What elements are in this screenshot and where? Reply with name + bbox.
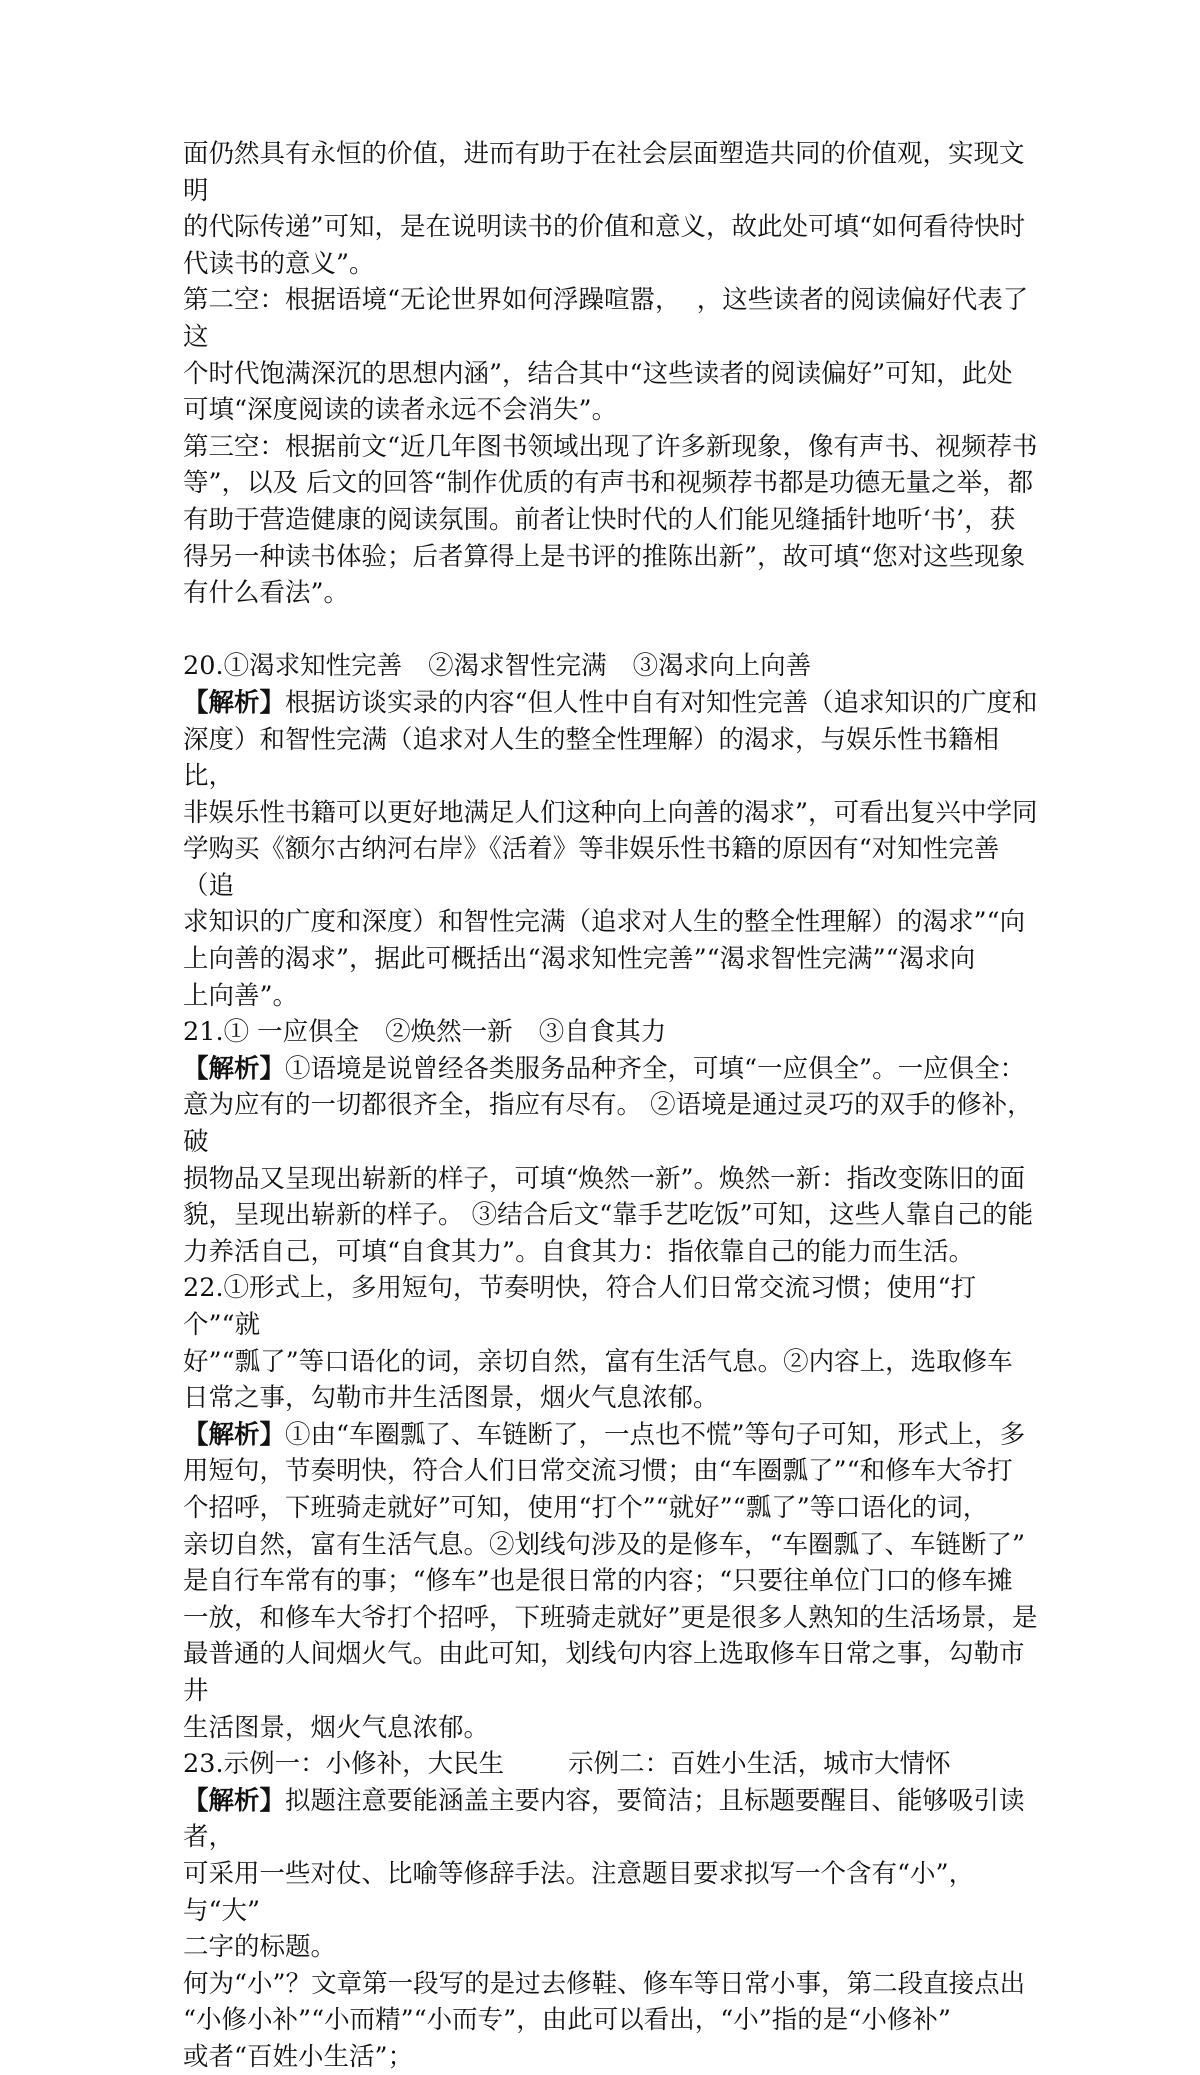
text-line: 用短句，节奏明快，符合人们日常交流习惯；由“车圈瓢了”“和修车大爷打	[183, 1456, 1013, 1487]
text-line: 貌，呈现出崭新的样子。 ③结合后文“靠手艺吃饭”可知，这些人靠自己的能	[183, 1200, 1034, 1231]
answer-line	[183, 648, 1040, 685]
analysis-line	[183, 1417, 1040, 1454]
answer-line	[183, 1014, 1040, 1051]
question-21	[183, 1014, 1040, 1270]
text-line: 亲切自然，富有生活气息。②划线句涉及的是修车，“车圈瓢了、车链断了”	[183, 1529, 1026, 1560]
analysis-label: 【解析】	[183, 687, 286, 718]
answer-line: 22.①形式上，多用短句，节奏明快，符合人们日常交流习惯；使用“打个”“就	[183, 1273, 977, 1340]
text-line: 个招呼，下班骑走就好”可知，使用“打个”“就好”“瓢了”等口语化的词，	[183, 1492, 989, 1523]
text-line: 得另一种读书体验；后者算得上是书评的推陈出新”，故可填“您对这些现象	[183, 541, 1026, 572]
text-line: 何为“小”？文章第一段写的是过去修鞋、修车等日常小事，第二段直接点出	[183, 1968, 1026, 1999]
text-line: 非娱乐性书籍可以更好地满足人们这种向上向善的渴求”，可看出复兴中学同	[183, 797, 1038, 828]
question-number: 20.	[183, 651, 224, 682]
analysis-line	[183, 1051, 1040, 1088]
text-line: 有助于营造健康的阅读氛围。前者让快时代的人们能见缝插针地听‘书’，获	[183, 504, 1016, 535]
blank1-explanation	[183, 136, 1040, 282]
answer-item: ③自食其力	[538, 1017, 667, 1048]
text-line: 损物品又呈现出崭新的样子，可填“焕然一新”。焕然一新：指改变陈旧的面	[183, 1163, 1026, 1194]
analysis-text: ①语境是说曾经各类服务品种齐全，可填“一应俱全”。一应俱全：	[285, 1053, 1026, 1084]
answer-item: ③渴求向上向善	[632, 651, 812, 682]
text-line: 二字的标题。	[183, 1932, 337, 1963]
text-line: 第二空：根据语境“无论世界如何浮躁喧嚣， ，这些读者的阅读偏好代表了这	[183, 285, 1029, 352]
answer-item: ②渴求智性完满	[428, 651, 607, 682]
answer-item: ①渴求知性完善	[223, 651, 403, 682]
text-line: 是自行车常有的事；“修车”也是很日常的内容；“只要往单位门口的修车摊	[183, 1566, 1013, 1597]
answer-item: ②焕然一新	[385, 1017, 513, 1048]
text-line: 一放，和修车大爷打个招呼，下班骑走就好”更是很多人熟知的生活场景，是	[183, 1602, 1038, 1633]
text-line: 生活图景，烟火气息浓郁。	[183, 1712, 490, 1743]
analysis-text: 拟题注意要能涵盖主要内容，要简洁；且标题要醒目、能够吸引读者，	[183, 1785, 1025, 1853]
question-number: 21.	[183, 1017, 224, 1048]
question-23	[183, 1746, 1040, 2075]
example-2: 示例二：百姓小生活，城市大情怀	[568, 1749, 951, 1780]
text-line: 力养活自己，可填“自食其力”。自食其力：指依靠自己的能力而生活。	[183, 1236, 975, 1267]
text-line: 最普通的人间烟火气。由此可知，划线句内容上选取修车日常之事，勾勒市井	[183, 1639, 1025, 1706]
text-line: 的代际传递”可知，是在说明读书的价值和意义，故此处可填“如何看待快时	[183, 212, 1026, 243]
text-line: 有什么看法”。	[183, 578, 350, 609]
question-number: 23.	[183, 1749, 224, 1780]
answer-line: 日常之事，勾勒市井生活图景，烟火气息浓郁。	[183, 1383, 719, 1414]
text-line: 可采用一些对仗、比喻等修辞手法。注意题目要求拟写一个含有“小”，与“大”	[183, 1858, 975, 1926]
text-line: 求知识的广度和深度）和智性完满（追求对人生的整全性理解）的渴求”“向	[183, 907, 1026, 938]
answer-line	[183, 1746, 1040, 1783]
text-line: 深度）和智性完满（追求对人生的整全性理解）的渴求，与娱乐性书籍相比，	[183, 724, 1000, 792]
text-line: 个时代饱满深沉的思想内涵”，结合其中“这些读者的阅读偏好”可知，此处	[183, 358, 1013, 389]
question-20	[183, 648, 1040, 1014]
example-1: 示例一：小修补，大民生	[223, 1749, 505, 1780]
text-line: 面仍然具有永恒的价值，进而有助于在社会层面塑造共同的价值观，实现文明	[183, 139, 1025, 206]
text-line: 学购买《额尔古纳河右岸》《活着》等非娱乐性书籍的原因有“对知性完善（追	[183, 834, 1000, 901]
text-line: 上向善”。	[183, 980, 299, 1011]
analysis-line	[183, 1783, 1040, 1856]
answer-line: 好”“瓢了”等口语化的词，亲切自然，富有生活气息。②内容上，选取修车	[183, 1346, 1013, 1377]
analysis-text: 根据访谈实录的内容“但人性中自有对知性完善（追求知识的广度和	[285, 687, 1038, 718]
analysis-label: 【解析】	[183, 1785, 286, 1816]
text-line: 意为应有的一切都很齐全，指应有尽有。 ②语境是通过灵巧的双手的修补，破	[183, 1090, 1033, 1158]
text-line: 或者“百姓小生活”；	[183, 2041, 414, 2072]
text-line: 第三空：根据前文“近几年图书领域出现了许多新现象，像有声书、视频荐书	[183, 431, 1038, 462]
text-line: 等”，以及 后文的回答“制作优质的有声书和视频荐书都是功德无量之举，都	[183, 468, 1034, 499]
analysis-label: 【解析】	[183, 1053, 286, 1084]
answer-item: ① 一应俱全	[223, 1017, 360, 1048]
blank3-explanation	[183, 429, 1040, 612]
analysis-line	[183, 685, 1040, 722]
spacer	[183, 612, 1040, 649]
text-line: “小修小补”“小而精”“小而专”，由此可以看出，“小”指的是“小修补”	[183, 2005, 951, 2036]
analysis-text: ①由“车圈瓢了、车链断了，一点也不慌”等句子可知，形式上，多	[285, 1419, 1026, 1450]
text-line: 可填“深度阅读的读者永远不会消失”。	[183, 395, 618, 426]
text-line: 代读书的意义”。	[183, 248, 375, 279]
blank2-explanation	[183, 282, 1040, 428]
text-line: 上向善的渴求”，据此可概括出“渴求知性完善”“渴求智性完满”“渴求向	[183, 944, 976, 975]
question-22	[183, 1270, 1040, 1746]
analysis-label: 【解析】	[183, 1419, 286, 1450]
